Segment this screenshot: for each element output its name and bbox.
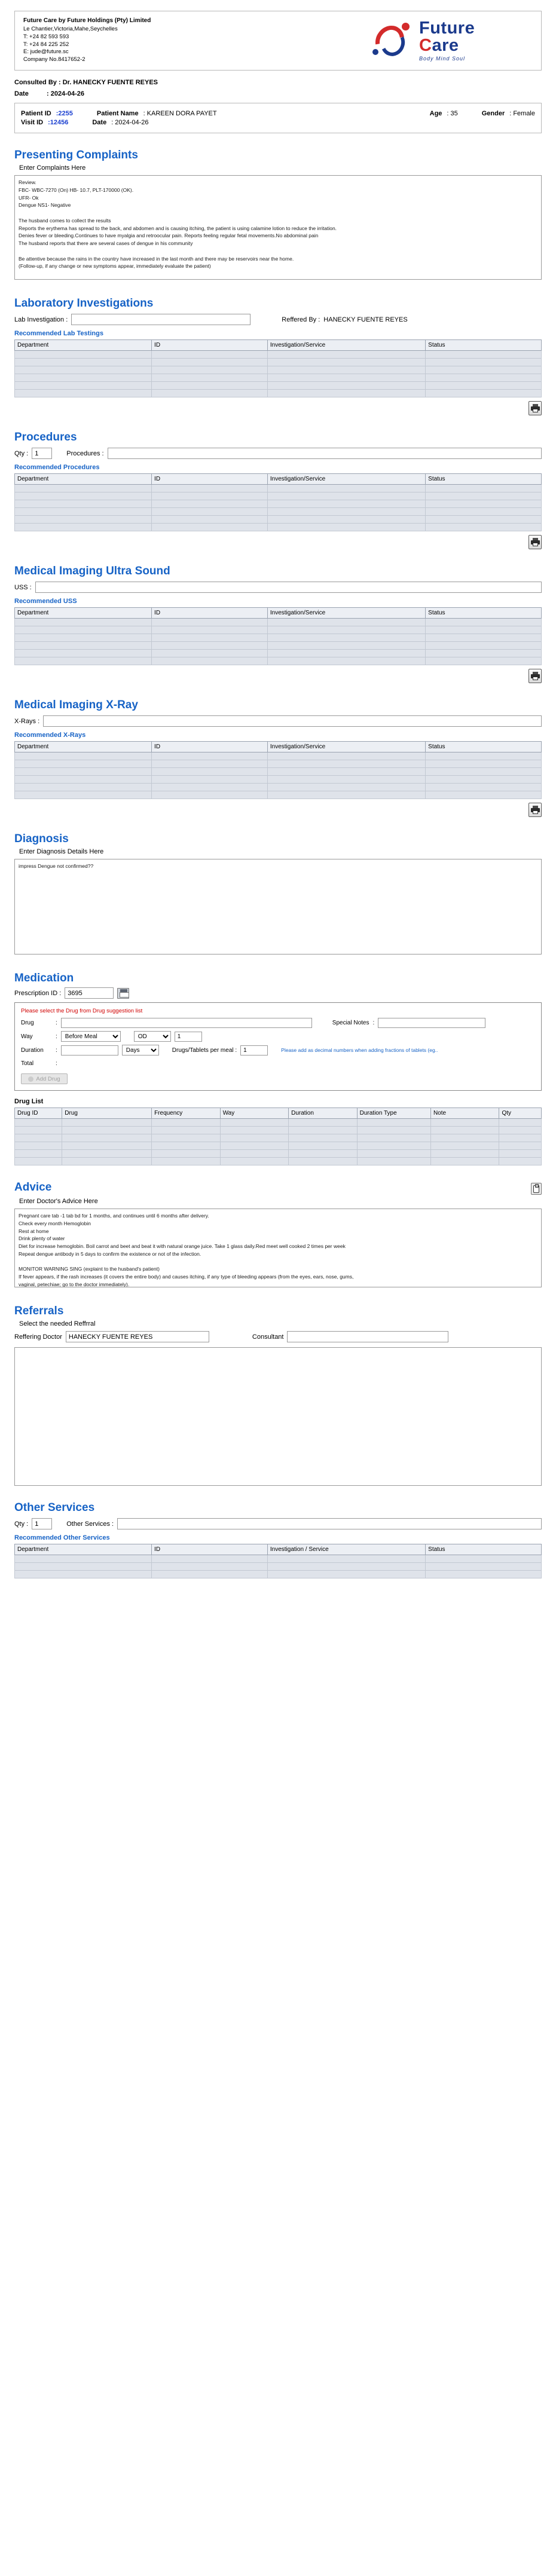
uss-col-id: ID bbox=[152, 608, 268, 619]
consultant-input[interactable] bbox=[287, 1331, 448, 1342]
table-row bbox=[15, 382, 542, 390]
procedures-table-wrap bbox=[14, 473, 542, 531]
lab-results-body bbox=[15, 351, 542, 397]
table-row bbox=[15, 351, 542, 359]
consultation-date-value: 2024-04-26 bbox=[50, 90, 84, 98]
age-label: Age bbox=[429, 110, 442, 118]
table-row bbox=[15, 1134, 542, 1142]
other-col-department: Department bbox=[15, 1544, 152, 1555]
xray-table-wrap bbox=[14, 741, 542, 799]
complaints-sub-label: Enter Complaints Here bbox=[19, 164, 86, 172]
frequency-select[interactable] bbox=[134, 1031, 171, 1042]
table-row bbox=[15, 1142, 542, 1150]
table-row bbox=[15, 784, 542, 791]
lab-col-department: Department bbox=[15, 340, 152, 351]
clinic-details bbox=[23, 17, 371, 64]
way-row bbox=[21, 1031, 535, 1042]
procedures-qty-label: Qty : bbox=[14, 449, 29, 457]
other-services-body bbox=[15, 1555, 542, 1578]
printer-icon bbox=[531, 806, 540, 814]
drug-list-body bbox=[15, 1119, 542, 1165]
age-sep: : bbox=[447, 110, 449, 118]
section-heading-ultrasound: Medical Imaging Ultra Sound bbox=[14, 565, 170, 578]
table-row bbox=[15, 1119, 542, 1127]
referred-by-value: HANECKY FUENTE REYES bbox=[323, 316, 408, 323]
procedures-col-id: ID bbox=[152, 474, 268, 485]
table-row bbox=[15, 500, 542, 508]
xray-body bbox=[15, 752, 542, 799]
drug-list-table bbox=[14, 1108, 542, 1165]
patient-id-label: Patient ID bbox=[21, 110, 51, 118]
other-services-label: Other Services : bbox=[66, 1520, 114, 1528]
consultant-label: Consultant bbox=[252, 1333, 284, 1341]
table-row bbox=[15, 626, 542, 634]
drug-col-qty: Qty bbox=[499, 1108, 542, 1119]
print-procedures-button[interactable] bbox=[528, 535, 542, 549]
table-header-row bbox=[15, 608, 542, 619]
recommended-other-services-link[interactable]: Recommended Other Services bbox=[14, 1534, 110, 1542]
xray-col-id: ID bbox=[152, 742, 268, 752]
visit-date-value: 2024-04-26 bbox=[115, 119, 149, 127]
other-services-input[interactable] bbox=[117, 1518, 542, 1529]
logo-line-2-rest: are bbox=[432, 36, 459, 56]
lab-investigation-label: Lab Investigation : bbox=[14, 316, 68, 323]
printer-icon bbox=[531, 404, 540, 412]
table-row bbox=[15, 791, 542, 799]
table-row bbox=[15, 619, 542, 626]
advice-textarea[interactable] bbox=[14, 1209, 542, 1287]
procedures-body bbox=[15, 485, 542, 531]
drug-col-duration-type: Duration Type bbox=[357, 1108, 430, 1119]
medication-entry-box bbox=[14, 1002, 542, 1091]
logo-tagline: Body Mind Soul bbox=[419, 56, 466, 62]
consulted-by-value: Dr. HANECKY FUENTE REYES bbox=[62, 79, 158, 87]
duration-input[interactable] bbox=[61, 1045, 118, 1056]
uss-input-row bbox=[14, 582, 542, 593]
referring-doctor-label: Reffering Doctor bbox=[14, 1333, 62, 1341]
xray-label: X-Rays : bbox=[14, 717, 40, 725]
table-row bbox=[15, 390, 542, 397]
uss-col-investigation: Investigation/Service bbox=[267, 608, 425, 619]
printer-icon bbox=[531, 672, 540, 680]
decimal-note: Please add as decimal numbers when adding fractions of tablets (eg.. bbox=[281, 1047, 438, 1054]
patient-line-1 bbox=[21, 110, 535, 117]
table-row bbox=[15, 516, 542, 524]
section-heading-diagnosis: Diagnosis bbox=[14, 833, 69, 846]
drug-col-duration: Duration bbox=[289, 1108, 358, 1119]
referred-by-label: Reffered By : bbox=[282, 316, 320, 323]
referral-list-area[interactable] bbox=[14, 1347, 542, 1486]
table-row bbox=[15, 776, 542, 784]
drugs-per-meal-input[interactable] bbox=[240, 1045, 268, 1056]
procedures-label: Procedures : bbox=[66, 449, 104, 457]
duration-sep: : bbox=[56, 1047, 57, 1054]
advice-header bbox=[14, 1165, 542, 1197]
uss-label: USS : bbox=[14, 583, 32, 591]
clinic-company-no: Company No.8417652-2 bbox=[23, 56, 85, 63]
table-row bbox=[15, 657, 542, 665]
gender-sep: : bbox=[509, 110, 512, 118]
clinic-logo bbox=[371, 20, 533, 62]
other-services-qty-input[interactable] bbox=[32, 1518, 52, 1529]
special-notes-sep: : bbox=[372, 1020, 375, 1027]
table-header-row bbox=[15, 340, 542, 351]
plus-icon bbox=[28, 1076, 33, 1082]
xray-col-department: Department bbox=[15, 742, 152, 752]
xray-input[interactable] bbox=[43, 715, 542, 727]
complaints-textarea[interactable] bbox=[14, 175, 542, 280]
table-header-row bbox=[15, 474, 542, 485]
table-row bbox=[15, 359, 542, 366]
logo-wordmark bbox=[419, 20, 475, 62]
consulted-by-row bbox=[14, 79, 542, 86]
special-notes-input[interactable] bbox=[378, 1018, 485, 1028]
procedures-col-investigation: Investigation/Service bbox=[267, 474, 425, 485]
way-label: Way bbox=[21, 1033, 33, 1040]
table-row bbox=[15, 650, 542, 657]
prescription-id-row bbox=[14, 987, 542, 999]
drug-list-label: Drug List bbox=[14, 1098, 44, 1106]
diagnosis-textarea[interactable] bbox=[14, 859, 542, 954]
add-drug-button-label: Add Drug bbox=[36, 1075, 60, 1082]
clipboard-icon bbox=[533, 1185, 539, 1193]
table-header-row bbox=[15, 742, 542, 752]
total-sep: : bbox=[56, 1060, 57, 1067]
consultation-date-sep: : bbox=[46, 90, 49, 98]
section-heading-referrals: Referrals bbox=[14, 1305, 64, 1318]
drug-sep: : bbox=[56, 1020, 57, 1027]
way-sep: : bbox=[56, 1033, 57, 1040]
prescription-id-input[interactable] bbox=[65, 987, 114, 999]
recommended-lab-testings-link[interactable]: Recommended Lab Testings bbox=[14, 330, 103, 338]
xray-col-investigation: Investigation/Service bbox=[267, 742, 425, 752]
xray-input-row bbox=[14, 715, 542, 727]
save-icon[interactable] bbox=[117, 988, 129, 999]
table-row bbox=[15, 485, 542, 492]
letterhead bbox=[14, 11, 542, 71]
printer-icon bbox=[531, 538, 540, 546]
way-qty-input[interactable] bbox=[175, 1032, 202, 1042]
add-drug-button[interactable] bbox=[21, 1073, 68, 1084]
special-notes-label: Special Notes bbox=[332, 1020, 369, 1027]
xray-print-row bbox=[14, 803, 542, 817]
print-uss-button[interactable] bbox=[528, 669, 542, 683]
duration-label: Duration bbox=[21, 1047, 44, 1054]
logo-line-2-c: C bbox=[419, 36, 432, 56]
medication-warning-text: Please select the Drug from Drug suggestion list bbox=[21, 1008, 143, 1015]
other-col-id: ID bbox=[152, 1544, 268, 1555]
patient-name-value: KAREEN DORA PAYET bbox=[146, 110, 217, 118]
referring-doctor-input[interactable] bbox=[66, 1331, 209, 1342]
uss-col-status: Status bbox=[426, 608, 542, 619]
drug-col-note: Note bbox=[430, 1108, 499, 1119]
patient-name-sep: : bbox=[143, 110, 145, 118]
section-heading-other-services: Other Services bbox=[14, 1501, 95, 1515]
table-row bbox=[15, 1127, 542, 1134]
other-col-investigation: Investigation / Service bbox=[267, 1544, 425, 1555]
uss-table bbox=[14, 607, 542, 665]
table-row bbox=[15, 642, 542, 650]
consultation-date-row bbox=[14, 90, 542, 97]
patient-line-2 bbox=[21, 119, 535, 126]
way-select[interactable] bbox=[61, 1031, 121, 1042]
section-heading-procedures: Procedures bbox=[14, 431, 77, 444]
advice-sub-label: Enter Doctor's Advice Here bbox=[19, 1198, 98, 1206]
other-services-qty-label: Qty : bbox=[14, 1520, 29, 1528]
drug-input[interactable] bbox=[61, 1018, 312, 1028]
clinic-tel: T: +24 82 593 593 bbox=[23, 33, 69, 40]
table-header-row bbox=[15, 1544, 542, 1555]
table-row bbox=[15, 492, 542, 500]
table-row bbox=[15, 1571, 542, 1578]
xray-col-status: Status bbox=[426, 742, 542, 752]
diagnosis-sub-label: Enter Diagnosis Details Here bbox=[19, 848, 104, 856]
procedures-table bbox=[14, 473, 542, 531]
uss-table-wrap bbox=[14, 607, 542, 665]
referrals-sub-label: Select the needed Reffrral bbox=[19, 1320, 96, 1328]
drug-col-drug-id: Drug ID bbox=[15, 1108, 62, 1119]
prescription-id-label: Prescription ID : bbox=[14, 989, 62, 997]
print-xray-button[interactable] bbox=[528, 803, 542, 817]
referral-doctor-row bbox=[14, 1331, 542, 1342]
clinic-name: Future Care by Future Holdings (Pty) Limited bbox=[23, 17, 151, 24]
logo-swoosh-icon bbox=[371, 22, 413, 60]
drug-row bbox=[21, 1018, 535, 1028]
drug-col-frequency: Frequency bbox=[152, 1108, 221, 1119]
lab-print-row bbox=[14, 401, 542, 415]
uss-col-department: Department bbox=[15, 608, 152, 619]
table-row bbox=[15, 508, 542, 516]
procedures-col-department: Department bbox=[15, 474, 152, 485]
lab-results-table-wrap bbox=[14, 339, 542, 397]
visit-id-sep: : bbox=[48, 119, 50, 127]
procedures-col-status: Status bbox=[426, 474, 542, 485]
total-label: Total bbox=[21, 1060, 34, 1067]
lab-investigation-row bbox=[14, 314, 542, 325]
other-services-table-wrap bbox=[14, 1544, 542, 1578]
lab-investigation-input[interactable] bbox=[71, 314, 250, 325]
table-row bbox=[15, 760, 542, 768]
total-row bbox=[21, 1058, 535, 1069]
clinic-address: Le Chantier,Victoria,Mahe,Seychelles bbox=[23, 26, 118, 32]
gender-label: Gender bbox=[481, 110, 505, 118]
lab-col-status: Status bbox=[426, 340, 542, 351]
table-row bbox=[15, 374, 542, 382]
table-row bbox=[15, 1563, 542, 1571]
recommended-uss-link[interactable]: Recommended USS bbox=[14, 598, 77, 605]
patient-name-label: Patient Name bbox=[96, 110, 139, 118]
section-heading-advice: Advice bbox=[14, 1181, 52, 1194]
uss-print-row bbox=[14, 669, 542, 683]
section-heading-laboratory: Laboratory Investigations bbox=[14, 297, 154, 310]
patient-id-sep: : bbox=[56, 110, 59, 118]
table-row bbox=[15, 768, 542, 776]
table-row bbox=[15, 1150, 542, 1158]
procedures-print-row bbox=[14, 535, 542, 549]
duration-unit-select[interactable] bbox=[122, 1045, 159, 1056]
drug-label: Drug bbox=[21, 1020, 34, 1027]
visit-id-value: 12456 bbox=[50, 119, 69, 127]
lab-results-table bbox=[14, 339, 542, 397]
consulted-by-label: Consulted By : bbox=[14, 79, 61, 87]
recommended-procedures-link[interactable]: Recommended Procedures bbox=[14, 464, 100, 472]
other-col-status: Status bbox=[426, 1544, 542, 1555]
clinic-tel-2: T: +24 84 225 252 bbox=[23, 41, 69, 48]
section-heading-medication: Medication bbox=[14, 972, 74, 985]
section-heading-xray: Medical Imaging X-Ray bbox=[14, 699, 138, 712]
table-row bbox=[15, 634, 542, 642]
other-services-input-row bbox=[14, 1518, 542, 1529]
drugs-per-meal-label: Drugs/Tablets per meal : bbox=[172, 1047, 237, 1054]
visit-date-label: Date bbox=[92, 119, 107, 127]
recommended-xrays-link[interactable]: Recommended X-Rays bbox=[14, 732, 86, 739]
clinic-email: E: jude@future.sc bbox=[23, 48, 69, 56]
visit-id-label: Visit ID bbox=[21, 119, 44, 127]
procedures-input-row bbox=[14, 448, 542, 459]
table-row bbox=[15, 524, 542, 531]
patient-id-value: 2255 bbox=[58, 110, 73, 118]
other-services-table bbox=[14, 1544, 542, 1578]
drug-list-table-wrap bbox=[14, 1108, 542, 1165]
xray-table bbox=[14, 741, 542, 799]
drug-col-way: Way bbox=[220, 1108, 289, 1119]
procedures-input[interactable] bbox=[108, 448, 542, 459]
drug-col-drug: Drug bbox=[62, 1108, 152, 1119]
table-row bbox=[15, 1555, 542, 1563]
age-value: 35 bbox=[450, 110, 458, 118]
gender-value: Female bbox=[513, 110, 535, 118]
table-header-row bbox=[15, 1108, 542, 1119]
lab-col-investigation: Investigation/Service bbox=[267, 340, 425, 351]
copy-advice-button[interactable] bbox=[531, 1183, 542, 1195]
table-row bbox=[15, 1158, 542, 1165]
table-row bbox=[15, 752, 542, 760]
logo-line-2 bbox=[419, 37, 475, 54]
consultation-date-label: Date bbox=[14, 90, 29, 98]
procedures-qty-input[interactable] bbox=[32, 448, 52, 459]
uss-input[interactable] bbox=[35, 582, 542, 593]
print-lab-button[interactable] bbox=[528, 401, 542, 415]
uss-body bbox=[15, 619, 542, 665]
lab-col-id: ID bbox=[152, 340, 268, 351]
logo-line-1: Future bbox=[419, 19, 475, 38]
visit-date-sep: : bbox=[111, 119, 114, 127]
duration-row bbox=[21, 1045, 535, 1056]
section-heading-complaints: Presenting Complaints bbox=[14, 149, 138, 162]
table-row bbox=[15, 366, 542, 374]
patient-info-box bbox=[14, 103, 542, 133]
